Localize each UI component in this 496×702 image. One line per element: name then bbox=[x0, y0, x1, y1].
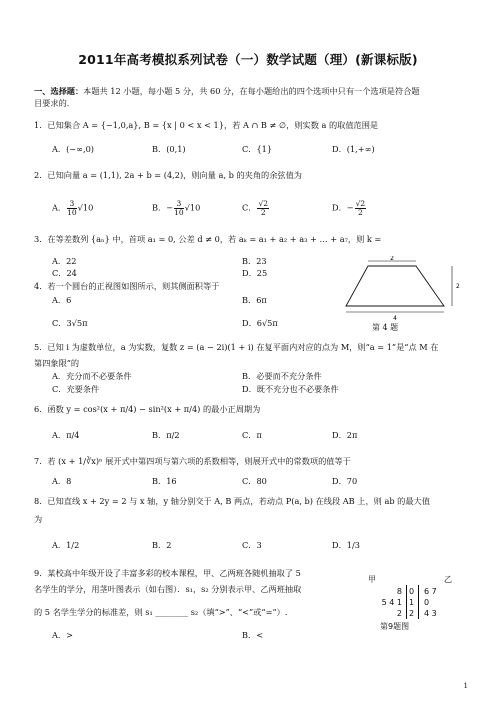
q9-stemleaf-plot bbox=[352, 575, 472, 635]
stemleaf-right-label: 乙 bbox=[444, 575, 452, 584]
section-desc-2: 目要求的. bbox=[34, 98, 70, 108]
stemleaf-row-0-right: 6 7 bbox=[424, 587, 437, 596]
q1-option-a: A．(−∞,0) bbox=[52, 144, 94, 154]
q6-option-b: B．π/2 bbox=[152, 430, 180, 440]
stemleaf-caption: 第9题图 bbox=[380, 622, 410, 631]
q4-option-b: B．6π bbox=[242, 295, 267, 305]
q3-stem: 3．在等差数列 {aₙ} 中，首项 a₁ = 0, 公差 d ≠ 0，若 aₖ = a₁ + a₂ + a₃ + … + a₇，则 k = bbox=[34, 234, 382, 244]
q4-option-c: C．3√5π bbox=[52, 318, 88, 328]
q2-option-a: A． $\frac{3}{10}$ √10 bbox=[52, 199, 94, 217]
q1-option-b: B．(0,1) bbox=[152, 144, 186, 154]
q9-stem-2: 名学生的学分，用茎叶图表示（如右图）．s₁，s₂ 分别表示甲、乙两班抽取 bbox=[34, 584, 302, 594]
stemleaf-row-1-left: 5 4 1 bbox=[381, 598, 402, 607]
stemleaf-row-1-stem: 1 bbox=[409, 598, 415, 607]
q5-option-d: D．既不充分也不必要条件 bbox=[242, 384, 339, 394]
q7-option-a: A．8 bbox=[52, 476, 72, 486]
q9-stem-1: 9．某校高中年级开设了丰富多彩的校本课程，甲、乙两班各随机抽取了 5 bbox=[34, 568, 301, 578]
q2-option-d: D．− $\frac{√2}{2}$ bbox=[332, 199, 366, 217]
page-number: 1 bbox=[463, 682, 468, 690]
q5-option-a: A．充分而不必要条件 bbox=[52, 371, 132, 381]
stemleaf-row-0-left: 8 bbox=[396, 587, 402, 596]
q8-option-c: C．3 bbox=[242, 540, 262, 550]
q6-option-d: D．2π bbox=[332, 430, 358, 440]
stemleaf-row-0-stem: 0 bbox=[409, 587, 415, 596]
q4-option-a: A．6 bbox=[52, 295, 72, 305]
q4-figure-caption: 第 4 题 bbox=[372, 323, 399, 332]
q3-option-a: A．22 bbox=[52, 256, 77, 266]
page-title: 2011年高考模拟系列试卷（一）数学试题（理）(新课标版) bbox=[78, 52, 418, 67]
q4-fig-top-label: 2 bbox=[390, 256, 394, 262]
q2-stem: 2．已知向量 a = (1,1), 2a + b = (4,2)，则向量 a, b 的夹角的余弦值为 bbox=[34, 170, 302, 180]
q4-stem: 4．若一个圆台的正视图如图所示，则其侧面积等于 bbox=[34, 281, 220, 291]
q3-option-b: B．23 bbox=[242, 256, 267, 266]
q2-option-c: C． $\frac{√2}{2}$ bbox=[242, 199, 269, 217]
stemleaf-row-2-right: 4 3 bbox=[424, 609, 437, 618]
q7-option-b: B．16 bbox=[152, 476, 177, 486]
q9-stem-3: 的 5 名学生学分的标准差，则 s₁ ________ s₂（填“>”、“<”或“=”）. bbox=[34, 607, 288, 617]
q4-option-d: D．6√5π bbox=[242, 318, 278, 328]
stemleaf-row-2-stem: 2 bbox=[409, 609, 415, 618]
q3-option-d: D．25 bbox=[242, 268, 268, 278]
q6-option-c: C．π bbox=[242, 430, 262, 440]
q8-option-b: B．2 bbox=[152, 540, 172, 550]
q6-stem: 6．函数 y = cos²(x + π/4) − sin²(x + π/4) 的最小正周期为 bbox=[34, 404, 261, 414]
q5-stem-2: 第四象限”的 bbox=[34, 358, 80, 368]
q4-trapezoid-figure bbox=[340, 256, 470, 326]
q7-option-c: C．80 bbox=[242, 476, 267, 486]
q1-stem: 1．已知集合 A = {−1,0,a}, B = {x | 0 < x < 1}，若 A ∩ B ≠ ∅，则实数 a 的取值范围是 bbox=[34, 120, 379, 130]
q2-option-b: B．− $\frac{3}{10}$ √10 bbox=[152, 199, 201, 217]
q4-fig-height-label: 2 bbox=[456, 283, 460, 290]
stemleaf-row-1-right: 0 bbox=[424, 598, 430, 607]
q1-option-d: D．(1,+∞) bbox=[332, 144, 375, 154]
q7-option-d: D．70 bbox=[332, 476, 358, 486]
q9-option-b: B．< bbox=[242, 630, 264, 640]
stemleaf-row-2-left: 2 bbox=[396, 609, 402, 618]
q9-option-a: A．> bbox=[52, 630, 73, 640]
q1-option-c: C．{1} bbox=[242, 144, 273, 154]
q5-option-c: C．充要条件 bbox=[52, 384, 100, 394]
q5-option-b: B．必要而不充分条件 bbox=[242, 371, 322, 381]
section-line-1 bbox=[34, 86, 420, 97]
q8-option-d: D．1/3 bbox=[332, 540, 360, 550]
q8-option-a: A．1/2 bbox=[52, 540, 80, 550]
q5-stem-1: 5．已知 i 为虚数单位，a 为实数，复数 z = (a − 2i)(1 + i) 在复平面内对应的点为 M，则“a = 1”是“点 M 在 bbox=[34, 342, 439, 352]
q8-stem-2: 为 bbox=[34, 514, 43, 524]
q8-stem-1: 8．已知直线 x + 2y = 2 与 x 轴，y 轴分别交于 A, B 两点，若动点 P(a, b) 在线段 AB 上，则 ab 的最大值 bbox=[34, 496, 430, 506]
section-desc-1: 本题共 12 小题，每小题 5 分，共 60 分，在每小题给出的四个选项中只有一个选项是符合题 bbox=[83, 86, 420, 96]
q3-option-c: C．24 bbox=[52, 268, 77, 278]
section-heading: 一、选择题： bbox=[34, 86, 84, 96]
q7-stem: 7．若 (x + 1/∛x)ⁿ 展开式中第四项与第六项的系数相等，则展开式中的常数项的值等于 bbox=[34, 456, 351, 466]
stemleaf-left-label: 甲 bbox=[368, 575, 376, 584]
q4-fig-bottom-label: 4 bbox=[393, 315, 397, 322]
q6-option-a: A．π/4 bbox=[52, 430, 80, 440]
